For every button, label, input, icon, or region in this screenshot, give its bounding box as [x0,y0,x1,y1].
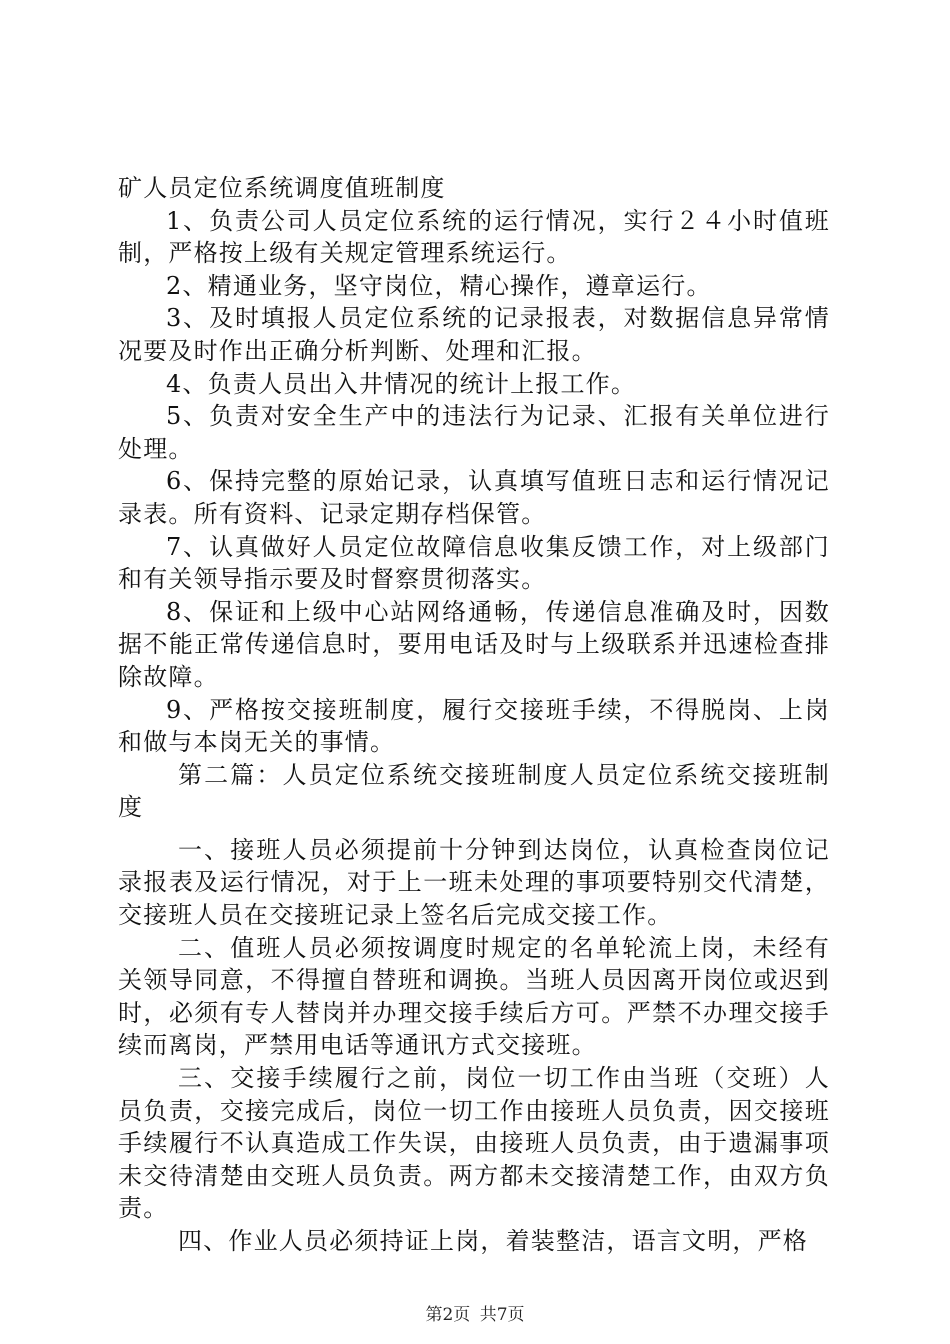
paragraph-8: 8、保证和上级中心站网络通畅，传递信息准确及时，因数据不能正常传递信息时，要用电话及时与上级联系并迅速检查排除故障。 [118,597,830,691]
paragraph-6: 6、保持完整的原始记录，认真填写值班日志和运行情况记录表。所有资料、记录定期存档保管。 [118,467,830,528]
paragraph-9: 9、严格按交接班制度，履行交接班手续，不得脱岗、上岗和做与本岗无关的事情。 [118,695,830,757]
section2-heading: 第二篇：人员定位系统交接班制度人员定位系统交接班制度 [118,760,830,822]
page-number: 第2页 [425,1305,471,1325]
section2-paragraph-4: 四、作业人员必须持证上岗，着装整洁，语言文明，严格 [178,1227,808,1255]
section2-paragraph-1: 一、接班人员必须提前十分钟到达岗位，认真检查岗位记录报表及运行情况，对于上一班未处理的事项要特别交代清楚，交接班人员在交接班记录上签名后完成交接工作。 [118,835,830,930]
page-footer [0,1300,950,1325]
section2-paragraph-3: 三、交接手续履行之前，岗位一切工作由当班（交班）人员负责，交接完成后，岗位一切工作由接班人员负责，因交接班手续履行不认真造成工作失误，由接班人员负责，由于遗漏事项未交待清楚由交班人员负责。两方都未交接清楚工作，由双方负责。 [118,1064,830,1223]
page-total: 共7页 [479,1305,525,1325]
paragraph-5: 5、负责对安全生产中的违法行为记录、汇报有关单位进行处理。 [118,402,830,463]
paragraph-1: 1、负责公司人员定位系统的运行情况，实行２４小时值班制，严格按上级有关规定管理系统运行。 [118,206,830,268]
document-title: 矿人员定位系统调度值班制度 [118,174,446,202]
paragraph-4: 4、负责人员出入井情况的统计上报工作。 [166,369,637,398]
paragraph-3: 3、及时填报人员定位系统的记录报表，对数据信息异常情况要及时作出正确分析判断、处理和汇报。 [118,304,830,365]
paragraph-7: 7、认真做好人员定位故障信息收集反馈工作，对上级部门和有关领导指示要及时督察贯彻落实。 [118,532,830,594]
section2-paragraph-2: 二、值班人员必须按调度时规定的名单轮流上岗，未经有关领导同意，不得擅自替班和调换。当班人员因离开岗位或迟到时，必须有专人替岗并办理交接手续后方可。严禁不办理交接手续而离岗，严禁用电话等通讯方式交接班。 [118,933,830,1060]
paragraph-2: 2、精通业务，坚守岗位，精心操作，遵章运行。 [166,271,712,300]
document-body [118,172,830,1258]
